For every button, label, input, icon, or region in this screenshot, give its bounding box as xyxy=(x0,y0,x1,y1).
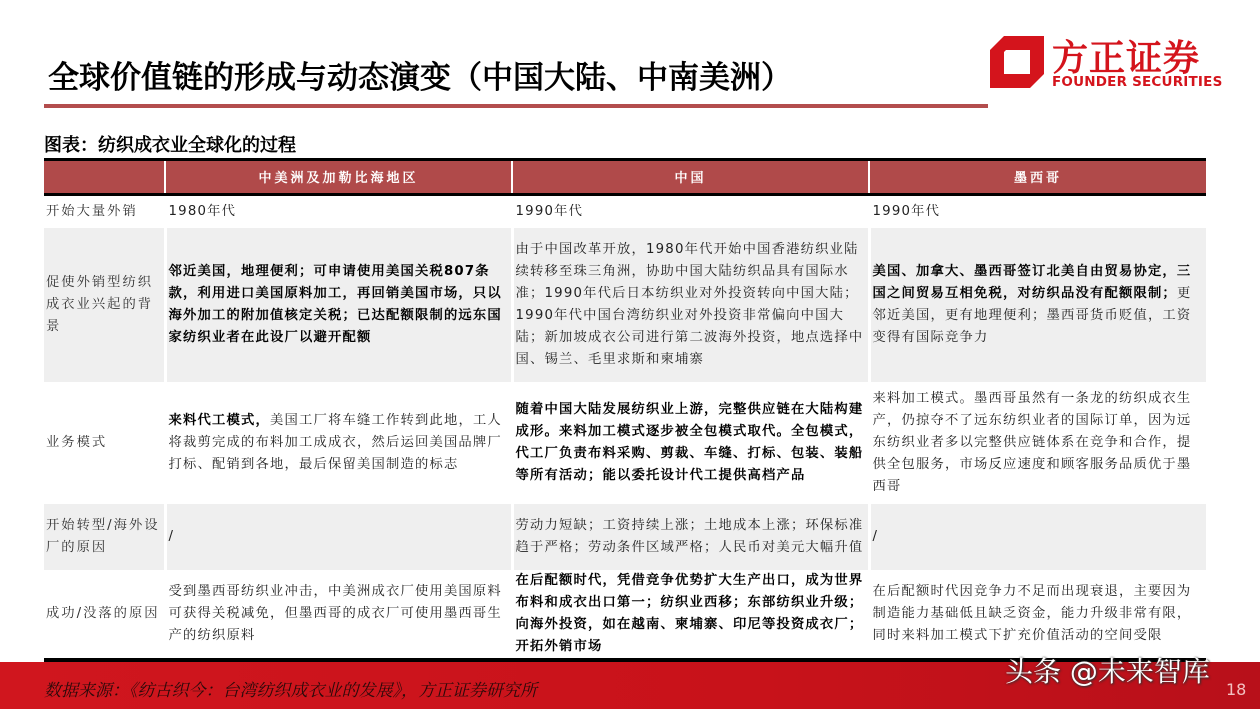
table-cell: / xyxy=(165,504,512,570)
page-title: 全球价值链的形成与动态演变（中国大陆、中南美洲） xyxy=(48,60,792,96)
row-label: 开始转型/海外设厂的原因 xyxy=(44,504,165,570)
table-cell: 来料代工模式，美国工厂将车缝工作转到此地，工人将裁剪完成的布料加工成成衣，然后运回美国品牌厂打标、配销到各地，最后保留美国制造的标志 xyxy=(165,382,512,504)
row-label: 促使外销型纺织成衣业兴起的背景 xyxy=(44,228,165,382)
logo-name-cn: 方正证券 xyxy=(1052,38,1201,79)
table-row xyxy=(44,504,1206,570)
table-row xyxy=(44,382,1206,504)
data-source: 数据来源：《纺古织今：台湾纺织成衣业的发展》，方正证券研究所 xyxy=(44,681,537,701)
header-blank xyxy=(44,161,165,194)
table-row xyxy=(44,228,1206,382)
table-cell: 美国、加拿大、墨西哥签订北美自由贸易协定，三国之间贸易互相免税，对纺织品没有配额限制；更邻近美国，更有地理便利；墨西哥货币贬值，工资变得有国际竞争力 xyxy=(869,228,1206,382)
logo-mark-icon xyxy=(990,36,1044,88)
row-label: 成功/没落的原因 xyxy=(44,570,165,658)
table-cell: / xyxy=(869,504,1206,570)
header-mexico: 墨西哥 xyxy=(869,161,1206,194)
table-cell: 劳动力短缺；工资持续上涨；土地成本上涨；环保标准趋于严格；劳动条件区域严格；人民币对美元大幅升值 xyxy=(512,504,869,570)
table-header-row xyxy=(44,161,1206,194)
header-china: 中国 xyxy=(512,161,869,194)
table-cell: 来料加工模式。墨西哥虽然有一条龙的纺织成衣生产，仍掠夺不了远东纺织业者的国际订单，因为远东纺织业者多以完整供应链体系在竞争和合作，提供全包服务，市场反应速度和顾客服务品质优于墨西哥 xyxy=(869,382,1206,504)
globalization-table xyxy=(44,158,1206,662)
title-underline xyxy=(44,104,988,108)
table-cell: 受到墨西哥纺织业冲击，中美洲成衣厂使用美国原料可获得关税减免，但墨西哥的成衣厂可使用墨西哥生产的纺织原料 xyxy=(165,570,512,658)
table-cell: 1980年代 xyxy=(165,194,512,228)
row-label: 业务模式 xyxy=(44,382,165,504)
table-cell: 邻近美国，地理便利；可申请使用美国关税807条款，利用进口美国原料加工，再回销美国市场，只以海外加工的附加值核定关税；已达配额限制的远东国家纺织业者在此设厂以避开配额 xyxy=(165,228,512,382)
page-number: 18 xyxy=(1226,680,1247,699)
header-central-america: 中美洲及加勒比海地区 xyxy=(165,161,512,194)
figure-caption: 图表：纺织成衣业全球化的过程 xyxy=(44,135,296,156)
watermark: 头条 @未来智库 xyxy=(1005,655,1210,688)
table-cell: 随着中国大陆发展纺织业上游，完整供应链在大陆构建成形。来料加工模式逐步被全包模式取代。全包模式，代工厂负责布料采购、剪裁、车缝、打标、包装、装船等所有活动；能以委托设计代工提供高档产品 xyxy=(512,382,869,504)
table-row xyxy=(44,570,1206,658)
table-row xyxy=(44,194,1206,228)
table-cell: 在后配额时代，凭借竞争优势扩大生产出口，成为世界布料和成衣出口第一；纺织业西移；东部纺织业升级；向海外投资，如在越南、柬埔寨、印尼等投资成衣厂；开拓外销市场 xyxy=(512,570,869,658)
row-label: 开始大量外销 xyxy=(44,194,165,228)
table-cell: 1990年代 xyxy=(869,194,1206,228)
founder-securities-logo xyxy=(990,28,1223,98)
table-cell: 由于中国改革开放，1980年代开始中国香港纺织业陆续转移至珠三角洲，协助中国大陆纺织品具有国际水准；1990年代后日本纺织业对外投资转向中国大陆；1990年代中国台湾纺织业对外投资非常偏向中国大陆；新加坡成衣公司进行第二波海外投资，地点选择中国、锡兰、毛里求斯和柬埔寨 xyxy=(512,228,869,382)
logo-name-en: FOUNDER SECURITIES xyxy=(1052,74,1223,90)
table-cell: 在后配额时代因竞争力不足而出现衰退，主要因为制造能力基础低且缺乏资金，能力升级非常有限，同时来料加工模式下扩充价值活动的空间受限 xyxy=(869,570,1206,658)
table-cell: 1990年代 xyxy=(512,194,869,228)
